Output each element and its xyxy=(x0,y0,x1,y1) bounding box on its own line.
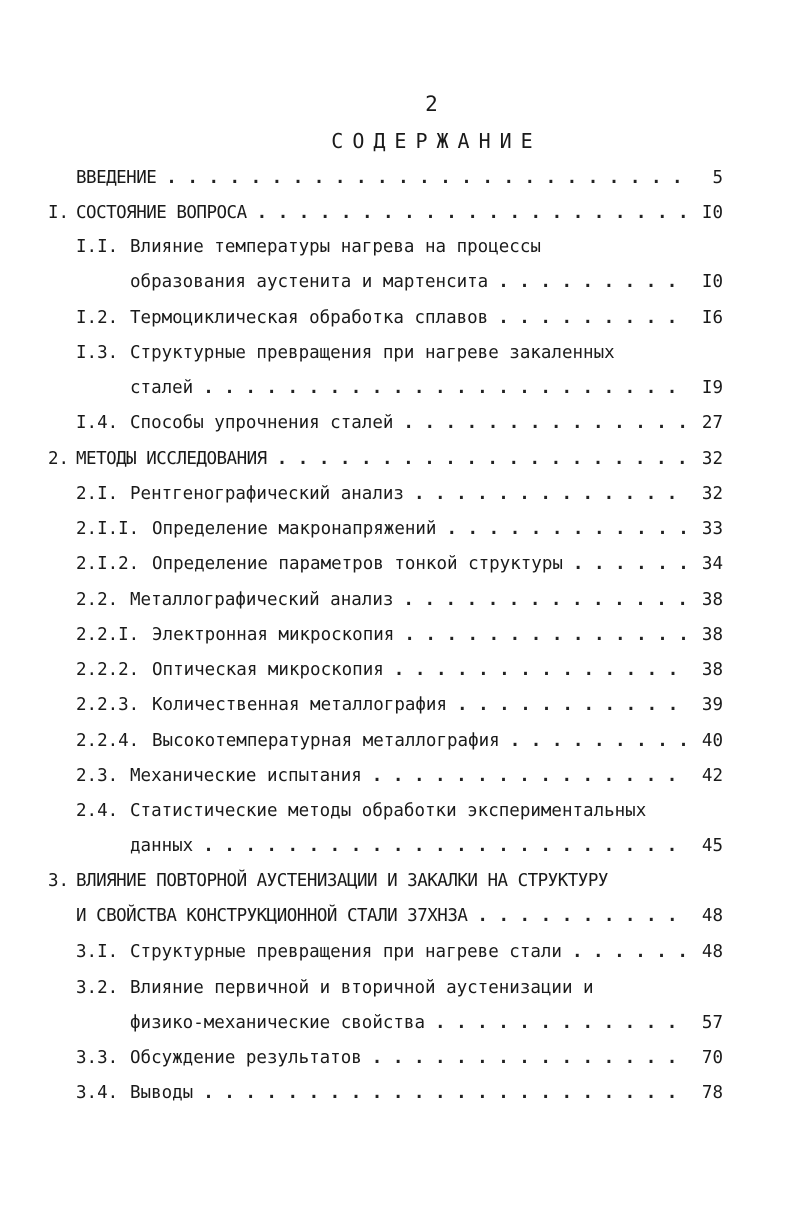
toc-entry-text: Статистические методы обработки экспериментальных xyxy=(130,801,647,821)
toc-entry-page: I0 xyxy=(701,203,723,223)
leader-dots xyxy=(372,762,691,790)
toc-entry-text: сталей xyxy=(130,378,194,398)
toc-entry-number: I. xyxy=(48,203,70,223)
toc-entry-2-2-4 xyxy=(76,727,723,755)
toc-entry-text: Количественная металлография xyxy=(152,695,448,715)
toc-entry-number: 3.2. xyxy=(76,978,119,998)
toc-entry-text: Оптическая микроскопия xyxy=(152,660,384,680)
toc-title: СОДЕРЖАНИЕ xyxy=(331,129,542,153)
toc-entry-number: 2.3. xyxy=(76,766,119,786)
leader-dots xyxy=(203,374,691,402)
toc-entry-page: 48 xyxy=(701,942,723,962)
leader-dots xyxy=(203,1079,691,1107)
toc-entry-number: 2.I.I. xyxy=(76,519,140,539)
toc-entry-page: 42 xyxy=(701,766,723,786)
toc-entry-page: 27 xyxy=(701,413,723,433)
leader-dots xyxy=(403,409,691,437)
toc-entry-3-1 xyxy=(76,938,723,966)
toc-entry-text: данных xyxy=(130,836,194,856)
toc-entry-3-3 xyxy=(76,1044,723,1072)
toc-entry-text: образования аустенита и мартенсита xyxy=(130,272,489,292)
toc-entry-1-3-continued xyxy=(130,374,723,402)
toc-entry-2-2 xyxy=(76,586,723,614)
toc-entry-text: Механические испытания xyxy=(130,766,362,786)
toc-entry-text: ВВЕДЕНИЕ xyxy=(76,168,157,188)
toc-entry-page: 34 xyxy=(701,554,723,574)
toc-entry-text: И СВОЙСТВА КОНСТРУКЦИОННОЙ СТАЛИ 37ХН3А xyxy=(76,906,468,926)
toc-entry-1-4 xyxy=(76,409,723,437)
toc-entry-3-2-continued xyxy=(130,1009,723,1037)
toc-entry-text: Выводы xyxy=(130,1083,194,1103)
toc-entry-page: 32 xyxy=(701,484,723,504)
toc-entry-page: 48 xyxy=(701,906,723,926)
toc-entry-2-1-1 xyxy=(76,515,723,543)
leader-dots xyxy=(277,445,691,473)
toc-entry-number: I.2. xyxy=(76,308,119,328)
toc-entry-page: 39 xyxy=(701,695,723,715)
toc-entry-page: 70 xyxy=(701,1048,723,1068)
toc-entry-number: I.4. xyxy=(76,413,119,433)
toc-entry-1-1-continued xyxy=(130,268,723,296)
toc-entry-1-1 xyxy=(76,233,723,261)
leader-dots xyxy=(203,832,691,860)
toc-entry-text: физико-механические свойства xyxy=(130,1013,426,1033)
toc-entry-number: 2.I. xyxy=(76,484,119,504)
toc-entry-text: Определение макронапряжений xyxy=(152,519,437,539)
toc-entry-text: Структурные превращения при нагреве стали xyxy=(130,942,562,962)
toc-entry-number: 2.2.3. xyxy=(76,695,140,715)
toc-entry-3-2 xyxy=(76,974,723,1002)
toc-entry-1-3 xyxy=(76,339,723,367)
toc-entry-text: Структурные превращения при нагреве закаленных xyxy=(130,343,615,363)
leader-dots xyxy=(510,727,691,755)
toc-entry-section-1 xyxy=(48,199,723,227)
leader-dots xyxy=(404,621,691,649)
leader-dots xyxy=(403,586,691,614)
leader-dots xyxy=(394,656,691,684)
toc-entry-introduction xyxy=(76,164,723,192)
toc-entry-2-1 xyxy=(76,480,723,508)
toc-entry-page: 40 xyxy=(701,731,723,751)
toc-entry-number: 3.3. xyxy=(76,1048,119,1068)
toc-entry-page: 38 xyxy=(701,590,723,610)
toc-entry-number: I.I. xyxy=(76,237,119,257)
page-number: 2 xyxy=(425,92,438,116)
leader-dots xyxy=(573,550,691,578)
toc-entry-page: 38 xyxy=(701,660,723,680)
toc-entry-page: I0 xyxy=(701,272,723,292)
toc-entry-number: 3.I. xyxy=(76,942,119,962)
toc-entry-2-2-2 xyxy=(76,656,723,684)
toc-entry-text: Влияние первичной и вторичной аустенизации и xyxy=(130,978,594,998)
toc-entry-page: I6 xyxy=(701,308,723,328)
leader-dots xyxy=(166,164,691,192)
leader-dots xyxy=(372,1044,691,1072)
toc-entry-page: I9 xyxy=(701,378,723,398)
toc-entry-2-2-1 xyxy=(76,621,723,649)
toc-entry-number: 3.4. xyxy=(76,1083,119,1103)
leader-dots xyxy=(572,938,691,966)
toc-entry-text: Определение параметров тонкой структуры xyxy=(152,554,563,574)
toc-entry-text: Влияние температуры нагрева на процессы xyxy=(130,237,541,257)
toc-entry-section-3 xyxy=(48,867,723,895)
toc-entry-page: 45 xyxy=(701,836,723,856)
toc-entry-text: Обсуждение результатов xyxy=(130,1048,362,1068)
toc-entry-page: 78 xyxy=(701,1083,723,1103)
toc-entry-page: 57 xyxy=(701,1013,723,1033)
toc-entry-text: ВЛИЯНИЕ ПОВТОРНОЙ АУСТЕНИЗАЦИИ И ЗАКАЛКИ НА СТРУКТУРУ xyxy=(76,871,608,891)
toc-entry-section-3-continued xyxy=(76,902,723,930)
toc-entry-number: 3. xyxy=(48,871,70,891)
toc-entry-text: МЕТОДЫ ИССЛЕДОВАНИЯ xyxy=(76,449,267,469)
toc-entry-2-4 xyxy=(76,797,723,825)
toc-entry-text: СОСТОЯНИЕ ВОПРОСА xyxy=(76,203,247,223)
toc-entry-2-2-3 xyxy=(76,691,723,719)
toc-entry-text: Электронная микроскопия xyxy=(152,625,395,645)
toc-entry-3-4 xyxy=(76,1079,723,1107)
toc-entry-2-1-2 xyxy=(76,550,723,578)
toc-entry-2-4-continued xyxy=(130,832,723,860)
leader-dots xyxy=(457,691,691,719)
toc-entry-number: 2. xyxy=(48,449,70,469)
toc-entry-number: 2.4. xyxy=(76,801,119,821)
leader-dots xyxy=(446,515,691,543)
toc-entry-text: Высокотемпературная металлография xyxy=(152,731,500,751)
leader-dots xyxy=(498,304,691,332)
toc-entry-text: Рентгенографический анализ xyxy=(130,484,404,504)
leader-dots xyxy=(435,1009,691,1037)
leader-dots xyxy=(498,268,691,296)
toc-entry-page: 5 xyxy=(712,168,723,188)
toc-entry-section-2 xyxy=(48,445,723,473)
leader-dots xyxy=(414,480,691,508)
leader-dots xyxy=(477,902,691,930)
toc-entry-text: Способы упрочнения сталей xyxy=(130,413,394,433)
toc-entry-page: 32 xyxy=(701,449,723,469)
toc-entry-number: 2.2.4. xyxy=(76,731,140,751)
toc-entry-2-3 xyxy=(76,762,723,790)
toc-entry-page: 33 xyxy=(701,519,723,539)
toc-entry-number: 2.2.I. xyxy=(76,625,140,645)
leader-dots xyxy=(257,199,691,227)
toc-entry-number: 2.2.2. xyxy=(76,660,140,680)
toc-entry-number: 2.I.2. xyxy=(76,554,140,574)
toc-entry-number: I.3. xyxy=(76,343,119,363)
toc-entry-page: 38 xyxy=(701,625,723,645)
toc-entry-number: 2.2. xyxy=(76,590,119,610)
toc-entry-text: Термоциклическая обработка сплавов xyxy=(130,308,489,328)
toc-entry-1-2 xyxy=(76,304,723,332)
toc-entry-text: Металлографический анализ xyxy=(130,590,394,610)
